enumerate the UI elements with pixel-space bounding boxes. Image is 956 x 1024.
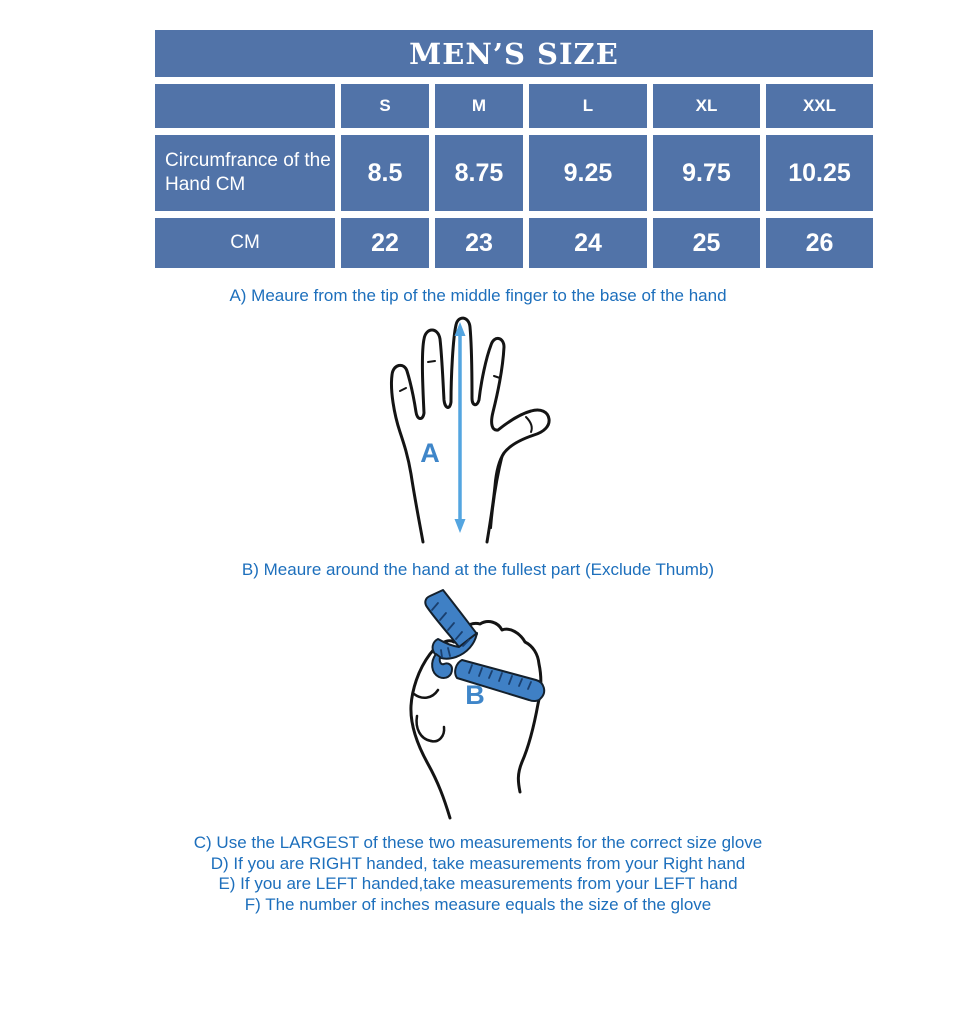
cm-value-m: 23 — [435, 218, 523, 268]
circumference-value-xxl: 10.25 — [766, 135, 873, 211]
cm-value-xl: 25 — [653, 218, 760, 268]
size-column-header-xl: XL — [653, 84, 760, 128]
circumference-value-s: 8.5 — [341, 135, 429, 211]
fist-icon — [398, 586, 558, 830]
hand-marker-label: A — [420, 438, 440, 468]
cm-value-s: 22 — [341, 218, 429, 268]
instruction-step-c: C) Use the LARGEST of these two measurements for the correct size glove — [193, 833, 763, 852]
size-column-header-xxl: XXL — [766, 84, 873, 128]
circumference-value-l: 9.25 — [529, 135, 647, 211]
size-grid — [155, 84, 873, 268]
size-column-header-s: S — [341, 84, 429, 128]
fist-circumference-illustration — [398, 586, 558, 830]
instruction-step-f: F) The number of inches measure equals the size of the glove — [244, 894, 712, 914]
corner-cell — [155, 84, 335, 128]
instruction-step-a: A) Meaure from the tip of the middle finger to the base of the hand — [229, 286, 727, 305]
size-column-header-m: M — [435, 84, 523, 128]
open-hand-icon — [380, 314, 556, 546]
instruction-step-b: B) Meaure around the hand at the fullest part (Exclude Thumb) — [241, 560, 715, 579]
row-label-cm: CM — [155, 218, 335, 268]
instruction-step-d: D) If you are RIGHT handed, take measurements from your Right hand — [210, 853, 746, 873]
hand-length-illustration — [380, 314, 556, 546]
mens-size-table — [155, 30, 873, 268]
size-column-header-l: L — [529, 84, 647, 128]
instruction-steps-cf — [0, 833, 956, 915]
cm-value-l: 24 — [529, 218, 647, 268]
row-label-circumference: Circumfrance of the Hand CM — [155, 135, 335, 211]
cm-value-xxl: 26 — [766, 218, 873, 268]
circumference-value-m: 8.75 — [435, 135, 523, 211]
circumference-value-xl: 9.75 — [653, 135, 760, 211]
fist-marker-label: B — [465, 680, 485, 710]
instruction-step-e: E) If you are LEFT handed,take measurements from your LEFT hand — [218, 874, 738, 893]
measure-arrow-icon — [455, 322, 466, 533]
table-title: MEN’S SIZE — [155, 30, 873, 77]
